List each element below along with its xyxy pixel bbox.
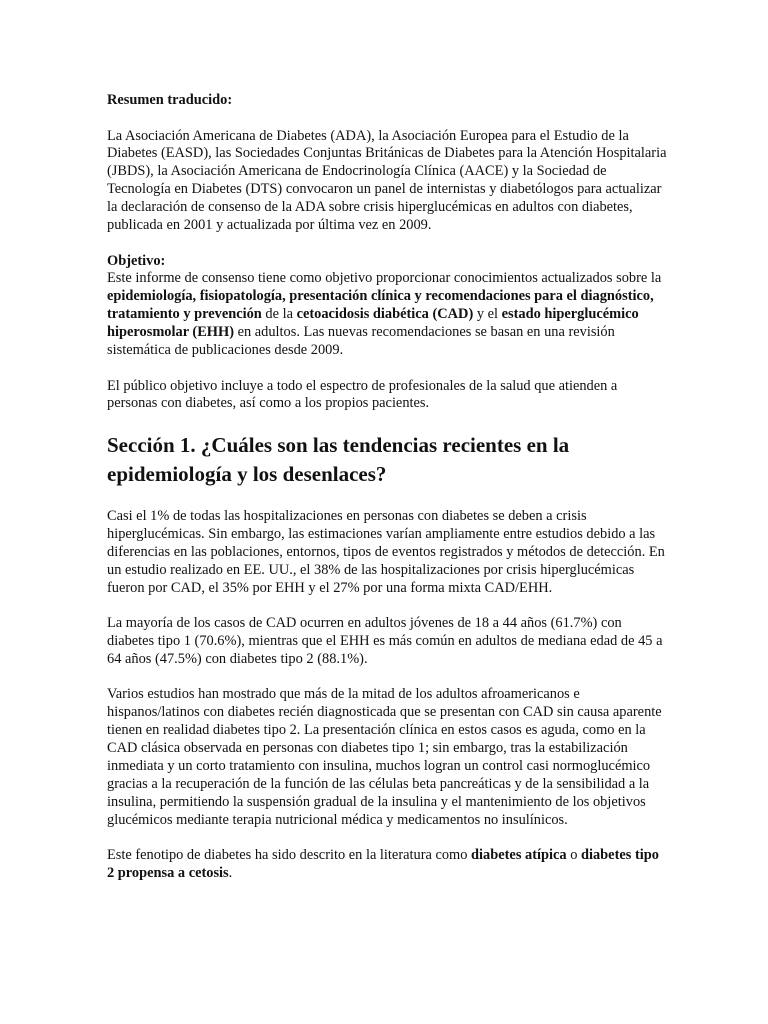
objective-text-4: en adultos. Las nuevas recomendaciones se basan en una revisión sistemática de publicaciones desde 2009. <box>107 324 615 359</box>
phenotype-text-1: Este fenotipo de diabetes ha sido descrito en la literatura como <box>107 847 472 864</box>
section-1-paragraph-4 <box>107 847 667 883</box>
document-page <box>107 92 667 901</box>
summary-heading-text: Resumen traducido: <box>107 92 233 108</box>
audience-paragraph: El público objetivo incluye a todo el espectro de profesionales de la salud que atienden a personas con diabetes, así como a los propios pacientes. <box>107 377 618 412</box>
objective-text-3: y el <box>473 306 502 323</box>
phenotype-bold-1: diabetes atípica <box>471 847 567 864</box>
objective-bold-3: estado hiperglucémico hiperosmolar (EHH) <box>107 306 639 341</box>
objective-bold-2: cetoacidosis diabética (CAD) <box>296 306 474 323</box>
summary-heading <box>107 92 667 110</box>
objective-paragraph <box>107 253 667 360</box>
objective-text-1: Este informe de consenso tiene como objetivo proporcionar conocimientos actualizados sobre la <box>107 270 662 287</box>
section-1-paragraph-2: La mayoría de los casos de CAD ocurren en adultos jóvenes de 18 a 44 años (61.7%) con diabetes tipo 1 (70.6%), mientras que el EHH es más común en adultos de mediana edad de 45 a 64 años (47.5%) con diabetes tipo 2 (88.1%). <box>107 615 663 667</box>
summary-paragraph: La Asociación Americana de Diabetes (ADA), la Asociación Europea para el Estudio de la Diabetes (EASD), las Sociedades Conjuntas Británicas de Diabetes para la Atención Hospitalaria (JBDS), la Asociación Americana de Endocrinología Clínica (AACE) y la Sociedad de Tecnología en Diabetes (DTS) convocaron un panel de internistas y diabetólogos para actualizar la declaración de consenso de la ADA sobre crisis hiperglucémicas en adultos con diabetes, publicada en 2001 y actualizada por última vez en 2009. <box>107 127 667 234</box>
objective-label: Objetivo: <box>107 252 166 269</box>
objective-bold-1: epidemiología, fisiopatología, presentación clínica y recomendaciones para el diagnóstico, tratamiento y prevención <box>107 288 654 323</box>
section-1-title: Sección 1. ¿Cuáles son las tendencias recientes en la epidemiología y los desenlaces? <box>107 432 570 486</box>
phenotype-bold-2: diabetes tipo 2 propensa a cetosis <box>107 847 659 882</box>
phenotype-text-2: o <box>566 847 581 864</box>
phenotype-text-3: . <box>228 865 233 882</box>
objective-text-2: de la <box>261 306 297 323</box>
section-1-paragraph-1: Casi el 1% de todas las hospitalizaciones en personas con diabetes se deben a crisis hiperglucémicas. Sin embargo, las estimaciones varían ampliamente entre estudios debido a las diferencias en las poblaciones, entornos, tipos de eventos registrados y métodos de detección. En un estudio realizado en EE. UU., el 38% de las hospitalizaciones por crisis hiperglucémicas fueron por CAD, el 35% por EHH y el 27% por una forma mixta CAD/EHH. <box>107 507 665 596</box>
section-1-paragraph-3: Varios estudios han mostrado que más de la mitad de los adultos afroamericanos e hispanos/latinos con diabetes recién diagnosticada que se presentan con CAD sin causa aparente tienen en realidad diabetes tipo 2. La presentación clínica en estos casos es aguda, como en la CAD clásica observada en personas con diabetes tipo 1; sin embargo, tras la estabilización inmediata y un corto tratamiento con insulina, muchos logran un control casi normoglucémico gracias a la recuperación de la función de las células beta pancreáticas y de la sensibilidad a la insulina, permitiendo la suspensión gradual de la insulina y el mantenimiento de los objetivos glucémicos mediante terapia nutricional médica y medicamentos no insulínicos. <box>107 686 662 828</box>
